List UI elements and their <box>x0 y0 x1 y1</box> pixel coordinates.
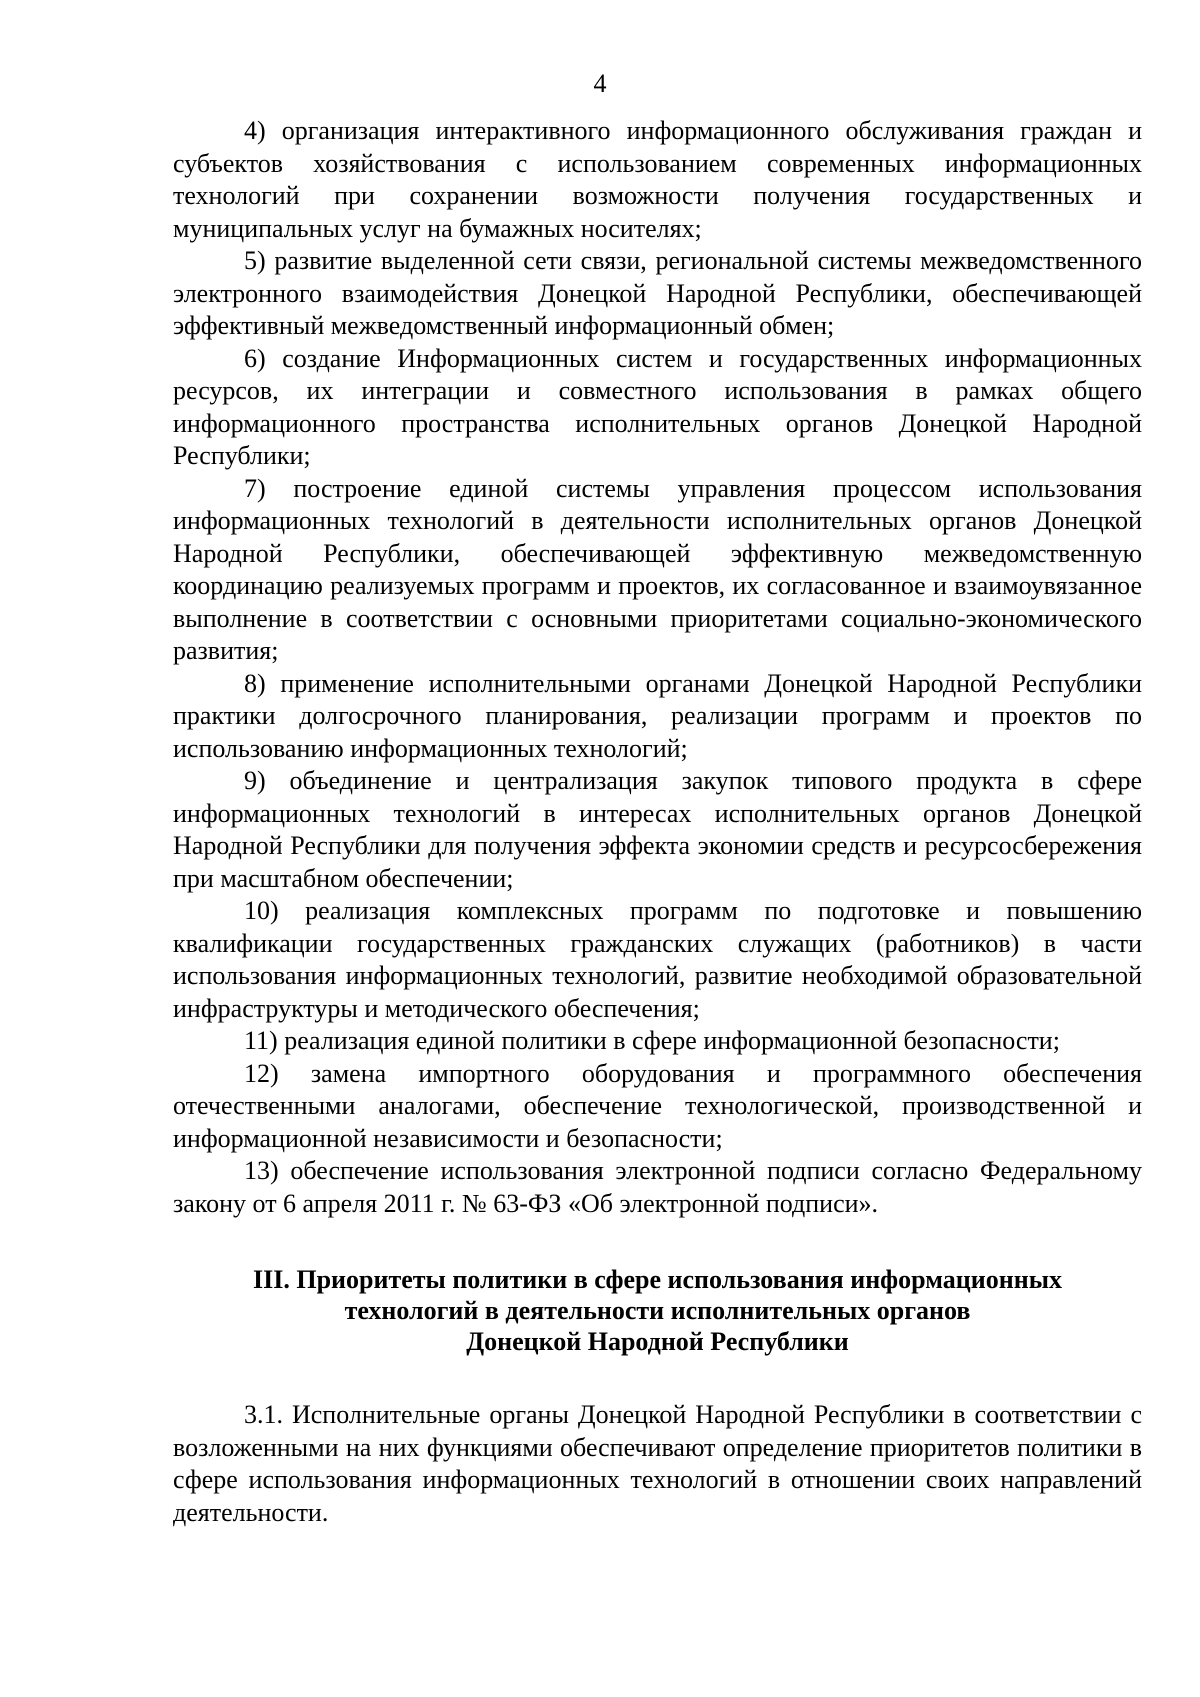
list-item-6: 6) создание Информационных систем и государственных информационных ресурсов, их интеграции и совместного использования в рамках общего информационного пространства исполнительных органов Донецкой Народной Республики; <box>173 343 1142 470</box>
section-heading-text <box>173 1264 1142 1357</box>
document-body <box>173 115 1142 1529</box>
section-paragraph-3-1: 3.1. Исполнительные органы Донецкой Народной Республики в соответствии с возложенными на них функциями обеспечивают определение приоритетов политики в сфере использования информационных технологий в отношении своих направлений деятельности. <box>173 1400 1142 1527</box>
list-item-9: 9) объединение и централизация закупок типового продукта в сфере информационных технологий в интересах исполнительных органов Донецкой Народной Республики для получения эффекта экономии средств и ресурсосбережения при масштабном обеспечении; <box>173 766 1142 893</box>
list-item-5: 5) развитие выделенной сети связи, региональной системы межведомственного электронного взаимодействия Донецкой Народной Республики, обеспечивающей эффективный межведомственный информационный обмен; <box>173 246 1142 340</box>
list-item-13: 13) обеспечение использования электронной подписи согласно Федеральному закону от 6 апреля 2011 г. № 63-ФЗ «Об электронной подписи». <box>173 1156 1142 1218</box>
list-item-8: 8) применение исполнительными органами Донецкой Народной Республики практики долгосрочного планирования, реализации программ и проектов по использованию информационных технологий; <box>173 668 1142 763</box>
list-item-11: 11) реализация единой политики в сфере информационной безопасности; <box>244 1026 1060 1055</box>
list-item-4: 4) организация интерактивного информационного обслуживания граждан и субъектов хозяйствования с использованием современных информационных технологий при сохранении возможности получения государственных и муниципальных услуг на бумажных носителях; <box>173 116 1142 243</box>
section-heading-line-2: технологий в деятельности исполнительных органов <box>344 1296 971 1325</box>
section-heading <box>173 1264 1142 1357</box>
list-item-10: 10) реализация комплексных программ по подготовке и повышению квалификации государственных гражданских служащих (работников) в части использования информационных технологий, развитие необходимой образовательной инфраструктуры и методического обеспечения; <box>173 896 1142 1023</box>
list-item-7: 7) построение единой системы управления процессом использования информационных технологий в деятельности исполнительных органов Донецкой Народной Республики, обеспечивающей эффективную межведомственную координацию реализуемых программ и проектов, их согласованное и взаимоувязанное выполнение в соответствии с основными приоритетами социально-экономического развития; <box>173 473 1142 665</box>
section-heading-line-1: III. Приоритеты политики в сфере использования информационных <box>252 1265 1062 1294</box>
list-item-12: 12) замена импортного оборудования и программного обеспечения отечественными аналогами, обеспечение технологической, производственной и информационной независимости и безопасности; <box>173 1058 1142 1153</box>
section-heading-line-3: Донецкой Народной Республики <box>466 1327 849 1356</box>
page-number: 4 <box>593 69 607 98</box>
